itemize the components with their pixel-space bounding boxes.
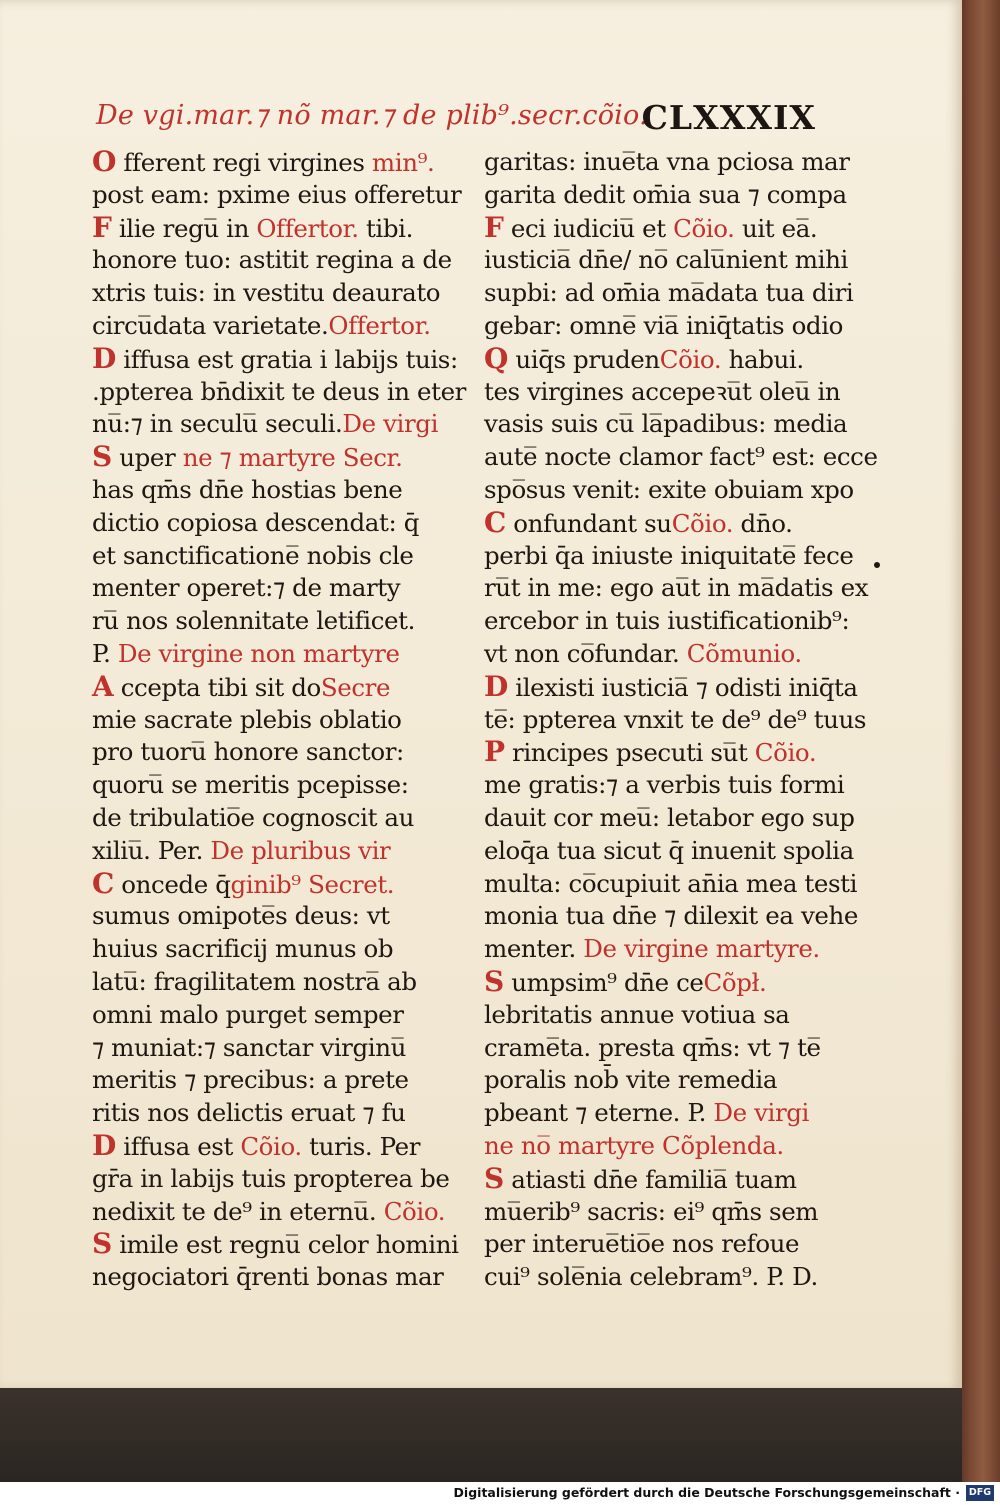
line-text: mu̅erib⁹ sacris: ei⁹ qm̄s sem [484,1196,819,1226]
initial-letter: S [484,964,504,998]
line-text: vasis suis cu̅ la̅padibus: media [484,409,848,439]
line-text: dn̄o. [733,508,793,538]
line-text: lebritatis annue votiua sa [484,999,790,1029]
text-line [484,1130,829,1163]
text-line [92,671,442,704]
text-line [92,244,452,277]
margin-mark [874,562,880,568]
text-line [484,966,829,999]
line-text: nu̅:⁊ in seculu̅ seculi. [92,409,343,439]
line-text: ritis nos delictis eruat ⁊ fu [92,1098,406,1128]
rubric-text: Offertor. [256,213,359,243]
text-line [92,540,442,573]
initial-letter: C [92,866,114,900]
text-line [484,736,829,769]
line-text: tes virgines accepeꝛu̅t oleu̅ in [484,376,841,406]
rubric-text: De virgine non martyre [117,638,400,668]
rubric-text: Cõio. [754,738,817,768]
funding-credit: Digitalisierung gefördert durch die Deutsche Forschungsgemeinschaft · [453,1485,960,1500]
line-text: eci iudiciu̅ et [503,213,674,243]
text-line [92,507,442,540]
text-line [92,341,458,376]
rubric-text: Cõmunio. [686,638,802,668]
text-line [484,572,869,605]
line-text: latu̅: fragilitatem nostra̅ ab [92,966,417,996]
line-text: iffusa est [115,1131,241,1161]
line-text: de tribulatio̅e cognoscit au [92,802,415,832]
line-text: imile est regnu̅ celor homini [111,1230,459,1260]
text-line [484,408,848,441]
line-text: eloq̄a tua sicut q̄ inuenit spolia [484,835,854,865]
rubric-text: De virgine martyre. [583,934,820,964]
line-text: post eam: pxime eius offeretur [92,179,462,209]
line-text: onfundant su [505,508,672,538]
line-text: fferent regi virgines [116,148,372,177]
text-line [92,736,442,769]
initial-letter: A [92,669,114,703]
text-line [484,900,858,933]
text-line [484,1196,829,1229]
line-text: me gratis:⁊ a verbis tuis formi [484,770,845,800]
rubric-text: Cõio. [383,1196,446,1226]
initial-letter: O [92,145,116,178]
line-text: uiq̄s pruden [508,344,660,374]
line-text: habui. [721,344,804,374]
line-text: atiasti dn̄e familia̅ tuam [503,1164,797,1194]
text-line [484,540,854,573]
line-text: xtris tuis: in vestitu deaurato [92,278,441,308]
text-line [484,277,854,310]
line-text: spo̅sus venit: exite obuiam xpo [484,474,854,504]
text-line [92,572,442,605]
rubric-text: Cõio. [240,1131,302,1161]
line-text: crame̅ta. presta qm̄s: vt ⁊ te̅ [484,1032,821,1062]
rubric-text: Cõio. [671,508,734,538]
text-line [484,669,858,704]
line-text: cui⁹ sole̅nia celebram⁹. P. D. [484,1262,818,1292]
text-line [484,605,850,638]
text-line [484,212,829,245]
text-line [484,704,867,737]
text-line [92,212,442,245]
rubric-text: min⁹. [371,148,435,177]
text-line [484,1097,829,1130]
text-line [92,441,442,474]
text-line [92,474,442,507]
line-text: huius sacrificij munus ob [92,934,394,964]
line-text: poralis nob̄ vite remedia [484,1065,778,1095]
line-text: P. [92,638,118,668]
text-line [92,310,442,343]
initial-letter: F [484,210,504,244]
line-text: ccepta tibi sit do [113,672,321,702]
line-text: oncede q̄ [113,869,231,899]
line-text: uper [111,443,183,473]
text-line [484,179,847,212]
rubric-text: Offertor. [328,310,431,340]
rubric-text: ne ⁊ martyre Secr. [182,443,403,473]
line-text: vt non co̅fundar. [484,638,687,668]
text-line [92,179,462,212]
line-text: has qm̄s dn̄e hostias bene [92,474,403,504]
text-line [92,1130,442,1163]
text-line [92,704,442,737]
text-line [484,146,850,179]
initial-letter: P [484,735,505,769]
text-line [484,474,854,507]
text-line [484,1228,829,1261]
rubric-text: Cõio. [673,213,735,243]
text-line [484,244,848,277]
dfg-logo: DFG [966,1485,994,1501]
page-shadow [0,1388,962,1482]
line-text: tibi. [358,213,413,243]
rubric-text: De virgi [342,409,439,439]
initial-letter: D [92,1128,116,1162]
line-text: omni malo purget semper [92,999,404,1029]
text-line [484,441,878,474]
text-line [92,1261,442,1294]
text-line [484,638,829,671]
text-line [484,802,855,835]
line-text: negociatori q̄renti bonas mar [92,1262,444,1292]
text-line [92,1196,446,1229]
line-text: iusticia̅ dn̄e/ no̅ calu̅nient mihi [484,245,848,275]
line-text: quoru̅ se meritis pcepisse: [92,770,409,800]
text-line [92,835,442,868]
text-line [92,868,442,901]
text-line [92,1064,442,1097]
initial-letter: S [484,1161,504,1195]
rubric-text: Cõio. [659,344,722,374]
line-text: et sanctificatione̅ nobis cle [92,540,414,570]
rubric-text: De pluribus vir [210,835,391,865]
line-text: monia tua dn̄e ⁊ dilexit ea vehe [484,901,858,931]
initial-letter: Q [484,341,508,375]
rubric-text: ginib⁹ Secret. [230,869,395,899]
line-text: aute̅ nocte clamor fact⁹ est: ecce [484,442,878,472]
text-line [92,1227,459,1261]
line-text: uit ea̅. [734,213,818,243]
left-text-column [92,145,466,1294]
initial-letter: C [484,505,506,539]
line-text: gebar: omne̅ via̅ iniq̄tatis odio [484,310,843,340]
text-line [484,1261,829,1294]
text-line [484,507,829,540]
line-text: nedixit te de⁹ in eternu̅. [92,1196,384,1226]
text-line [484,376,841,409]
line-text: honore tuo: astitit regina a de [92,245,452,275]
line-text: turis. Per [301,1131,421,1161]
running-title: De vgi.mar.⁊ nõ mar.⁊ de plib⁹.secr.cõio. [96,100,648,131]
text-line [92,802,442,835]
right-text-column [484,146,878,1294]
line-text: dictio copiosa descendat: q̄ [92,507,419,537]
line-text: ⁊ muniat:⁊ sanctar virginu̅ [92,1032,406,1062]
line-text: pro tuoru̅ honore sanctor: [92,737,404,767]
line-text: ilexisti iusticia̅ ⁊ odisti iniq̄ta [507,672,858,702]
text-line [484,310,843,343]
line-text: per interue̅tio̅e nos refoue [484,1229,800,1259]
text-line [92,999,442,1032]
text-line [484,343,829,376]
text-line [484,1163,829,1196]
line-text: perbi q̄a iniuste iniquitate̅ fece [484,540,854,570]
text-line [92,966,442,999]
initial-letter: D [484,669,508,703]
text-line [92,900,442,933]
text-line [484,835,854,868]
line-text: ru̅t in me: ego au̅t in ma̅datis ex [484,573,869,603]
text-line [484,999,829,1032]
rubric-text: ne no̅ martyre Cõplenda. [484,1130,784,1160]
text-line [92,638,442,671]
text-line [92,408,442,441]
line-text: .ppterea bn̄dixit te deus in eter [92,376,466,406]
text-line [484,868,858,901]
line-text: supbi: ad om̄ia ma̅data tua diri [484,278,854,308]
text-line [92,1097,442,1130]
line-text: xiliu̅. Per. [92,835,211,865]
line-text: meritis ⁊ precibus: a prete [92,1065,409,1095]
line-text: gr̄a in labijs tuis propterea be [92,1163,450,1193]
text-line [484,1064,829,1097]
folio-number: CLXXXIX [641,98,816,137]
line-text: garita dedit om̄ia sua ⁊ compa [484,179,847,209]
line-text: garitas: inue̅ta vna pciosa mar [484,147,850,176]
rubric-text: De virgi [713,1098,809,1128]
line-text: iffusa est gratia i labijs tuis: [115,344,458,374]
text-line [92,933,442,966]
line-text: menter. [484,934,584,964]
line-text: pbeant ⁊ eterne. P. [484,1098,714,1128]
line-text: umpsim⁹ dn̄e ce [503,967,704,997]
initial-letter: S [92,440,112,474]
line-text: ercebor in tuis iustificationib⁹: [484,606,850,636]
page-header [96,98,816,138]
text-line [92,605,442,638]
line-text: te̅: ppterea vnxit te de⁹ de⁹ tuus [484,704,867,734]
footer-bar [0,1482,1000,1505]
line-text: menter operet:⁊ de marty [92,573,401,603]
line-text: mie sacrate plebis oblatio [92,704,402,734]
initial-letter: D [92,341,116,375]
text-line [92,1163,450,1196]
initial-letter: F [92,210,112,244]
text-line [92,1032,442,1065]
rubric-text: Cõpł. [703,967,767,997]
line-text: multa: co̅cupiuit an̄ia mea testi [484,868,858,898]
text-line [92,277,442,310]
book-binding [958,0,1000,1482]
line-text: sumus omipote̅s deus: vt [92,901,390,931]
text-line [484,1032,829,1065]
line-text: ru̅ nos solennitate letificet. [92,606,415,636]
text-line [92,769,442,802]
line-text: dauit cor meu̅: letabor ego sup [484,802,855,832]
text-line [92,146,442,179]
rubric-text: Secre [320,672,391,702]
line-text: circu̅data varietate. [92,310,329,340]
text-line [484,769,845,802]
text-line [92,376,466,409]
line-text: rincipes psecuti su̅t [504,738,755,768]
initial-letter: S [92,1227,112,1261]
line-text: ilie regu̅ in [111,213,257,243]
text-line [484,933,829,966]
